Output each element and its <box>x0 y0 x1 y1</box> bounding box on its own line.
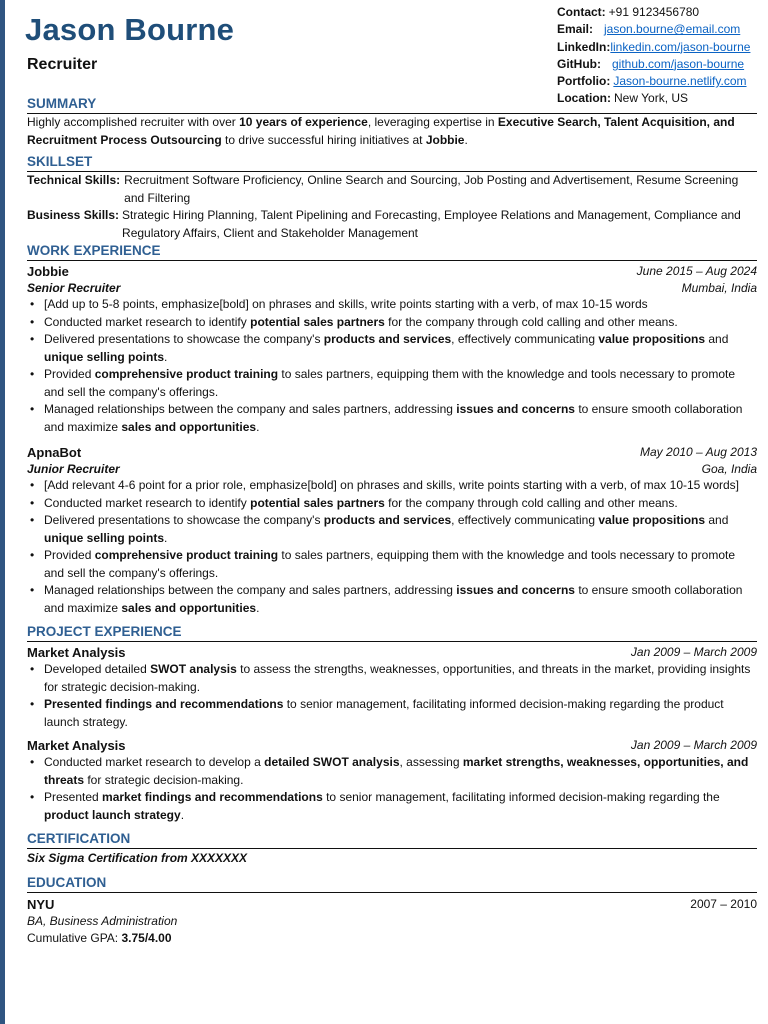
work-experience-section <box>27 243 757 617</box>
left-accent-bar <box>0 0 5 1024</box>
job-entry <box>27 444 757 617</box>
summary-section <box>27 96 757 149</box>
project-entry <box>27 644 757 731</box>
bullet-item: • Managed relationships between the company and sales partners, addressing issues and concerns to ensure smooth collaboration and maximize sales and opportunities. <box>27 401 757 436</box>
bold-phrase: unique selling points <box>44 530 164 545</box>
bold-phrase: issues and concerns <box>456 402 575 416</box>
bullet-item: • Conducted market research to develop a detailed SWOT analysis, assessing market strengths, weaknesses, opportunities, and threats for strategic decision-making. <box>27 754 757 789</box>
degree-text: BA, Business Administration <box>27 913 178 928</box>
skill-value: Recruitment Software Proficiency, Online Search and Sourcing, Job Posting and Advertisement, Resume Screening and Filtering <box>124 173 739 205</box>
bold-phrase: market strengths, weaknesses, opportunities, and threats <box>44 755 749 787</box>
contact-label: Portfolio: <box>557 74 611 89</box>
bold-phrase: issues and concerns <box>456 583 575 597</box>
project-name: Market Analysis <box>27 738 126 753</box>
bullet-item: • [Add relevant 4-6 point for a prior role, emphasize[bold] on phrases and skills, write points starting with a verb, of max 10-15 words] <box>27 477 757 495</box>
project-header <box>27 644 757 661</box>
project-dates: Jan 2009 – March 2009 <box>630 645 757 659</box>
bullet-item: • Provided comprehensive product training to sales partners, equipping them with the knowledge and tools necessary to promote and sell the company's offerings. <box>27 366 757 401</box>
bold-phrase: market findings and recommendations <box>102 790 323 804</box>
bullet-item: • Delivered presentations to showcase the company's products and services, effectively communicating value propositions and unique selling points. <box>27 512 757 547</box>
education-dates: 2007 – 2010 <box>690 896 757 911</box>
bold-phrase: value propositions <box>598 513 706 527</box>
contact-label: Contact: <box>557 5 606 19</box>
business-skills-row <box>27 207 757 242</box>
project-header <box>27 737 757 754</box>
resume-page <box>27 0 757 948</box>
bold-phrase: 10 years of experience <box>239 115 368 129</box>
bullet-item: • Delivered presentations to showcase the company's products and services, effectively communicating value propositions and unique selling points. <box>27 331 757 366</box>
gpa-value: 3.75/4.00 <box>121 931 172 945</box>
skill-value: Strategic Hiring Planning, Talent Pipelining and Forecasting, Employee Relations and Management, Compliance and Regulatory Affairs, Client and Stakeholder Management <box>122 208 741 240</box>
job-header <box>27 444 757 461</box>
company-name: Jobbie <box>27 264 69 279</box>
bullet-item: • [Add up to 5-8 points, emphasize[bold] on phrases and skills, write points starting with a verb, of max 10-15 words <box>27 296 757 314</box>
bold-phrase: comprehensive product training <box>94 367 279 381</box>
bold-phrase: comprehensive product training <box>94 548 279 562</box>
contact-email-row <box>557 21 762 38</box>
bold-phrase: Jobbie <box>425 132 465 147</box>
project-bullets <box>27 661 757 731</box>
certification-text: Six Sigma Certification from XXXXXXX <box>27 851 248 865</box>
bold-phrase: value propositions <box>598 332 706 346</box>
job-title: Senior Recruiter <box>27 281 121 295</box>
work-experience-heading: WORK EXPERIENCE <box>27 243 757 261</box>
location-value: New York, US <box>614 91 689 106</box>
company-name: ApnaBot <box>27 445 82 460</box>
job-dates: June 2015 – Aug 2024 <box>636 264 757 278</box>
job-bullets <box>27 296 757 436</box>
summary-heading: SUMMARY <box>27 96 757 114</box>
bold-phrase: Executive Search, Talent Acquisition, and Recruitment Process Outsourcing <box>27 115 735 147</box>
bullet-item: • Presented findings and recommendations to senior management, facilitating informed decision-making regarding the product launch strategy. <box>27 696 757 731</box>
bullet-item: • Managed relationships between the company and sales partners, addressing issues and concerns to ensure smooth collaboration and maximize sales and opportunities. <box>27 582 757 617</box>
email-link[interactable]: jason.bourne@email.com <box>604 22 741 37</box>
job-subheader <box>27 461 757 477</box>
bullet-item: • Presented market findings and recommendations to senior management, facilitating informed decision-making regarding the product launch strategy. <box>27 789 757 824</box>
job-subheader <box>27 280 757 296</box>
skill-label: Technical Skills: <box>27 173 121 187</box>
portfolio-link[interactable]: Jason-bourne.netlify.com <box>613 74 747 89</box>
project-bullets <box>27 754 757 824</box>
education-section <box>27 875 757 948</box>
project-name: Market Analysis <box>27 645 126 660</box>
bullet-item: • Developed detailed SWOT analysis to assess the strengths, weaknesses, opportunities, and threats in the market, providing insights for strategic decision-making. <box>27 661 757 696</box>
bold-phrase: products and services <box>323 513 452 527</box>
contact-portfolio-row <box>557 73 762 90</box>
job-dates: May 2010 – Aug 2013 <box>640 445 757 459</box>
project-experience-heading: PROJECT EXPERIENCE <box>27 624 757 642</box>
bullet-item: • Provided comprehensive product training to sales partners, equipping them with the knowledge and tools necessary to promote and sell the company's offerings. <box>27 547 757 582</box>
bold-phrase: potential sales partners <box>250 314 385 329</box>
job-title: Junior Recruiter <box>27 462 120 476</box>
school-name: NYU <box>27 896 55 912</box>
technical-skills-row <box>27 172 757 207</box>
bold-phrase: products and services <box>323 332 452 346</box>
contact-label: GitHub: <box>557 56 601 71</box>
project-entry <box>27 737 757 824</box>
gpa-label: Cumulative GPA: <box>27 931 122 945</box>
contact-label: LinkedIn: <box>557 39 611 54</box>
bold-phrase: unique selling points <box>44 349 164 364</box>
contact-github-row <box>557 56 762 73</box>
bullet-item: • Conducted market research to identify potential sales partners for the company through cold calling and other means. <box>27 314 757 332</box>
contact-label: Location: <box>557 91 611 106</box>
candidate-role: Recruiter <box>27 56 98 73</box>
project-experience-section <box>27 624 757 824</box>
project-dates: Jan 2009 – March 2009 <box>630 738 757 752</box>
skillset-section <box>27 154 757 242</box>
bold-phrase: sales and opportunities <box>121 600 257 615</box>
education-heading: EDUCATION <box>27 875 757 893</box>
contact-block <box>557 4 762 108</box>
skill-label: Business Skills: <box>27 208 120 222</box>
contact-label: Email: <box>557 22 594 37</box>
job-header <box>27 263 757 280</box>
bold-phrase: sales and opportunities <box>121 419 257 434</box>
skillset-heading: SKILLSET <box>27 154 757 172</box>
phone-value: +91 9123456780 <box>608 5 700 19</box>
bold-phrase: SWOT analysis <box>150 662 237 676</box>
job-location: Goa, India <box>701 462 757 476</box>
candidate-name: Jason Bourne <box>25 12 235 47</box>
gpa-line <box>27 930 757 948</box>
contact-phone-row <box>557 4 762 21</box>
job-location: Mumbai, India <box>681 281 757 295</box>
linkedin-link[interactable]: linkedin.com/jason-bourne <box>610 39 751 54</box>
education-header <box>27 896 757 913</box>
contact-linkedin-row <box>557 39 762 56</box>
bold-phrase: potential sales partners <box>250 495 385 510</box>
bold-phrase: product launch strategy <box>44 807 181 822</box>
summary-text: Highly accomplished recruiter with over 10 years of experience, leveraging expertise in Executive Search, Talent Acquisition, and Recruitment Process Outsourcing to drive successful hiring initiatives at Jobbie. <box>27 115 735 147</box>
job-entry <box>27 263 757 436</box>
github-link[interactable]: github.com/jason-bourne <box>612 56 745 71</box>
bold-phrase: Presented findings and recommendations <box>44 697 284 711</box>
bullet-item: • Conducted market research to identify potential sales partners for the company through cold calling and other means. <box>27 495 757 513</box>
bold-phrase: detailed SWOT analysis <box>264 755 400 769</box>
certification-section <box>27 831 757 868</box>
job-bullets <box>27 477 757 617</box>
certification-heading: CERTIFICATION <box>27 831 757 849</box>
